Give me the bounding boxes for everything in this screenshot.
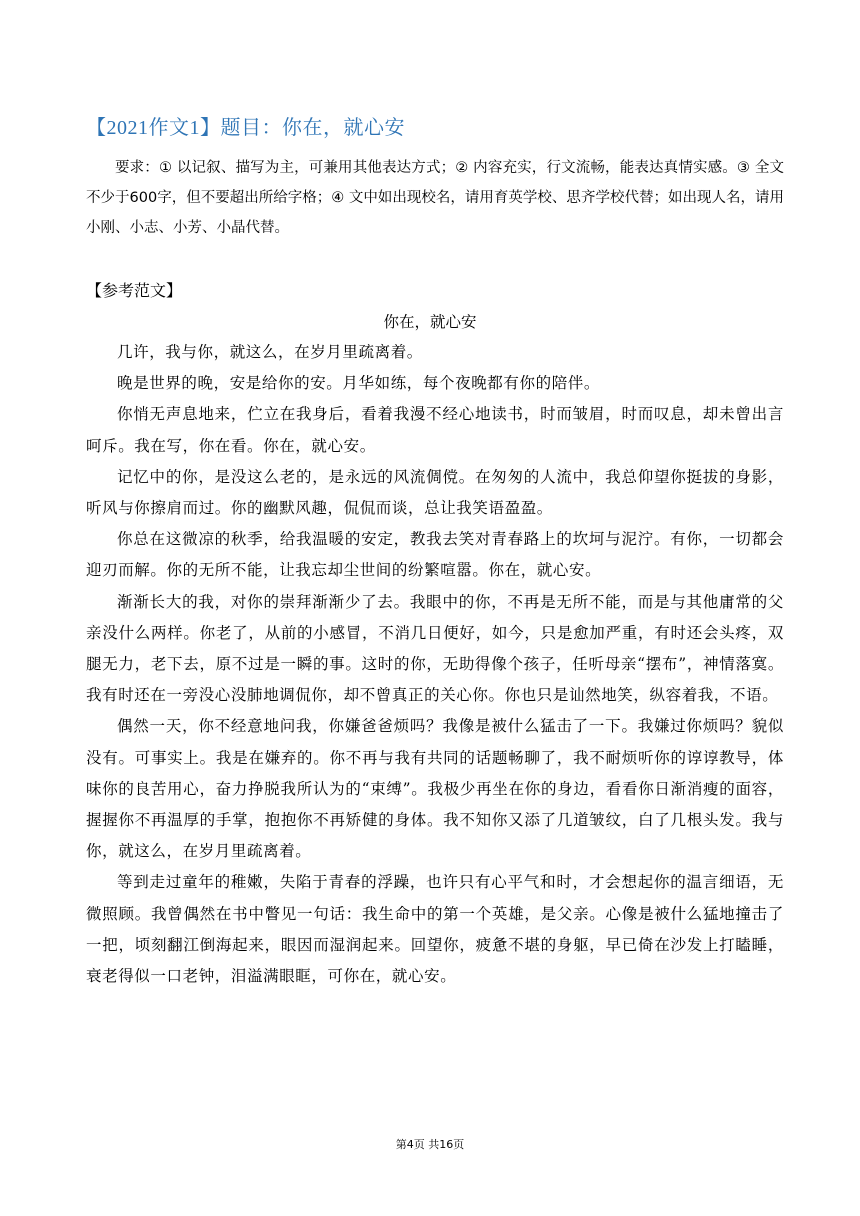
essay-paragraph: 记忆中的你，是没这么老的，是永远的风流倜傥。在匆匆的人流中，我总仰望你挺拔的身影，听风与你擦肩而过。你的幽默风趣，侃侃而谈，总让我笑语盈盈。 [86,467,784,518]
requirements-block [86,153,784,243]
essay-paragraph: 你悄无声息地来，伫立在我身后，看着我漫不经心地读书，时而皱眉，时而叹息，却未曾出言呵斥。我在写，你在看。你在，就心安。 [86,405,784,455]
reference-label: 【参考范文】 [86,281,183,300]
essay-paragraph: 几许，我与你，就这么，在岁月里疏离着。 [117,343,423,361]
essay-paragraph: 偶然一天，你不经意地问我，你嫌爸爸烦吗？我像是被什么猛击了一下。我嫌过你烦吗？貌似没有。可事实上。我是在嫌弃的。你不再与我有共同的话题畅聊了，我不耐烦听你的谆谆教导，体味你的良苦用心，奋力挣脱我所认为的“束缚”。我极少再坐在你的身边，看看你日渐消瘦的面容，握握你不再温厚的手掌，抱抱你不再矫健的身体。我不知你又添了几道皱纹，白了几根头发。我与你，就这么，在岁月里疏离着。 [86,717,784,861]
essay-paragraph: 晚是世界的晚，安是给你的安。月华如练，每个夜晚都有你的陪伴。 [117,374,601,393]
essay-body [86,337,784,992]
essay-paragraph: 渐渐长大的我，对你的崇拜渐渐少了去。我眼中的你，不再是无所不能，而是与其他庸常的父亲没什么两样。你老了，从前的小感冒，不消几日便好，如今，只是愈加严重，有时还会头疼，双腿无力，老下去，原不过是一瞬的事。这时的你，无助得像个孩子，任听母亲“摆布”，神情落寞。我有时还在一旁没心没肺地调侃你，却不曾真正的关心你。你也只是讪然地笑，纵容着我，不语。 [86,592,784,705]
essay-paragraph: 等到走过童年的稚嫩，失陷于青春的浮躁，也许只有心平气和时，才会想起你的温言细语，无微照顾。我曾偶然在书中瞥见一句话：我生命中的第一个英雄，是父亲。心像是被什么猛地撞击了一把，顷刻翻江倒海起来，眼因而湿润起来。回望你，疲惫不堪的身躯，早已倚在沙发上打瞌睡，衰老得似一口老钟，泪溢满眼眶，可你在，就心安。 [86,873,784,986]
essay-title: 你在，就心安 [383,313,477,331]
requirements-text: 要求：① 以记叙、描写为主，可兼用其他表达方式；② 内容充实，行文流畅，能表达真情实感。③ 全文不少于600字，但不要超出所给字格；④ 文中如出现校名，请用育英学校、思齐学校代替；如出现人名，请用小刚、小志、小芳、小晶代替。 [86,160,784,236]
prompt-heading: 【2021作文1】题目：你在，就心安 [86,117,405,139]
page-footer: 第4页 共16页 [395,1138,465,1151]
essay-paragraph: 你总在这微凉的秋季，给我温暖的安定，教我去笑对青春路上的坎坷与泥泞。有你，一切都会迎刃而解。你的无所不能，让我忘却尘世间的纷繁喧嚣。你在，就心安。 [86,530,784,580]
